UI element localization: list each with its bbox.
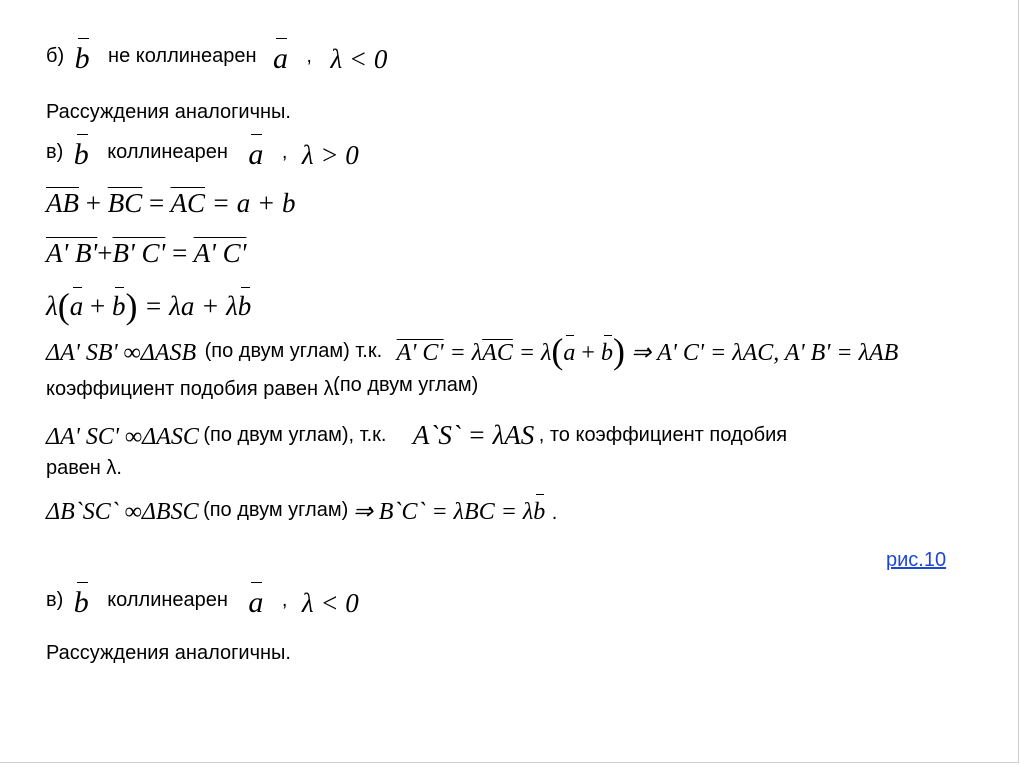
vector-b: b xyxy=(73,138,89,171)
reason-text: (по двум углам) т.к. xyxy=(204,340,383,362)
comma: , xyxy=(281,141,288,163)
rhs-expression: = λa + λ xyxy=(144,291,238,321)
vector-b: b xyxy=(111,291,126,321)
lambda-condition: λ < 0 xyxy=(301,588,359,618)
plus-sign: + xyxy=(89,291,106,321)
plus-sign: + xyxy=(85,188,101,218)
item-label: б) xyxy=(46,45,65,67)
statement-text: коллинеарен xyxy=(107,141,228,163)
line-coefficient-equals: равен λ. xyxy=(46,457,122,479)
rhs-expression: = a + b xyxy=(211,188,296,218)
reasoning-text-2: Рассуждения аналогичны. xyxy=(46,642,291,664)
reasoning-text-1: Рассуждения аналогичны. xyxy=(46,101,291,123)
equals-sign: = xyxy=(149,188,165,218)
close-paren: ) xyxy=(612,331,625,371)
open-paren: ( xyxy=(551,331,564,371)
lambda-condition: λ < 0 xyxy=(330,44,388,74)
segment-a1c1: A' C' xyxy=(396,340,444,366)
statement-text: коллинеарен xyxy=(107,589,228,611)
line-similarity-asc xyxy=(46,422,787,449)
implication-result: ⇒ A' C' = λAC, A' B' = λAB xyxy=(630,340,899,366)
vector-b: b xyxy=(237,291,252,321)
equation-lambda-distributive xyxy=(46,288,251,324)
vector-b: b xyxy=(73,586,89,619)
segment-ab: $\overline{AB}$ xyxy=(46,188,79,218)
vector-a: a xyxy=(272,42,288,75)
line-v-collinear-positive xyxy=(46,140,359,170)
plus-sign: + xyxy=(97,238,113,268)
plus-sign: + xyxy=(581,340,595,366)
comma: , xyxy=(306,45,312,67)
implication-result xyxy=(353,499,546,525)
period: . xyxy=(551,502,558,524)
close-paren: ) xyxy=(125,286,138,326)
segment-bc: $\overline{BC}$ xyxy=(107,188,143,218)
equals-lambda: = λ xyxy=(518,340,552,366)
line-coefficient xyxy=(46,374,479,400)
reason-text: (по двум углам) xyxy=(203,499,349,521)
equation-vector-sum xyxy=(46,190,295,217)
vector-a: a xyxy=(69,291,84,321)
equals-lambda: = λ xyxy=(449,340,483,366)
conclusion-text: , то коэффициент подобия xyxy=(538,424,788,446)
triangle-similarity: ΔA' SC' ∞ΔASC xyxy=(46,424,199,450)
lambda-condition: λ > 0 xyxy=(301,140,359,170)
segment-a1c1: A' C' xyxy=(193,238,247,268)
line-b-not-collinear xyxy=(46,44,387,74)
comma: , xyxy=(281,589,288,611)
segment-ac: $\overline{AC}$ xyxy=(482,340,513,366)
implication-expression: ⇒ B`C` = λBC = λ xyxy=(352,499,534,525)
line-similarity-bsc xyxy=(46,500,557,524)
line-v-collinear-negative xyxy=(46,588,359,618)
equation-primed-sum xyxy=(46,240,246,267)
triangle-similarity: ΔB`SC` ∞ΔBSC xyxy=(46,499,199,525)
segment-ac: $\overline{AC}$ xyxy=(170,188,206,218)
coefficient-text: коэффициент подобия равен λ. xyxy=(46,378,340,400)
triangle-similarity: ΔA' SB' ∞ΔASB xyxy=(46,340,197,366)
line-similarity-asb xyxy=(46,333,898,369)
statement-text: не коллинеарен xyxy=(108,45,257,67)
proportion-expression xyxy=(396,331,899,371)
segment-a1b1: A' B' xyxy=(46,238,98,268)
item-label: в) xyxy=(46,589,64,611)
vector-a: a xyxy=(248,586,264,619)
lambda: λ xyxy=(46,291,58,321)
reason-text: (по двум углам), т.к. xyxy=(203,424,387,446)
figure-link[interactable]: рис.10 xyxy=(886,549,947,571)
segment-b1c1: B' C' xyxy=(112,238,166,268)
vector-a: a xyxy=(563,340,576,366)
vector-b: b xyxy=(533,499,546,525)
coefficient-note: (по двум углам) xyxy=(333,374,479,396)
equals-sign: = xyxy=(172,238,188,268)
open-paren: ( xyxy=(57,286,70,326)
vector-a: a xyxy=(248,138,264,171)
vector-b: b xyxy=(74,42,90,75)
vector-b: b xyxy=(600,340,613,366)
item-label: в) xyxy=(46,141,64,163)
ratio-expression: A`S` = λAS xyxy=(412,420,535,450)
